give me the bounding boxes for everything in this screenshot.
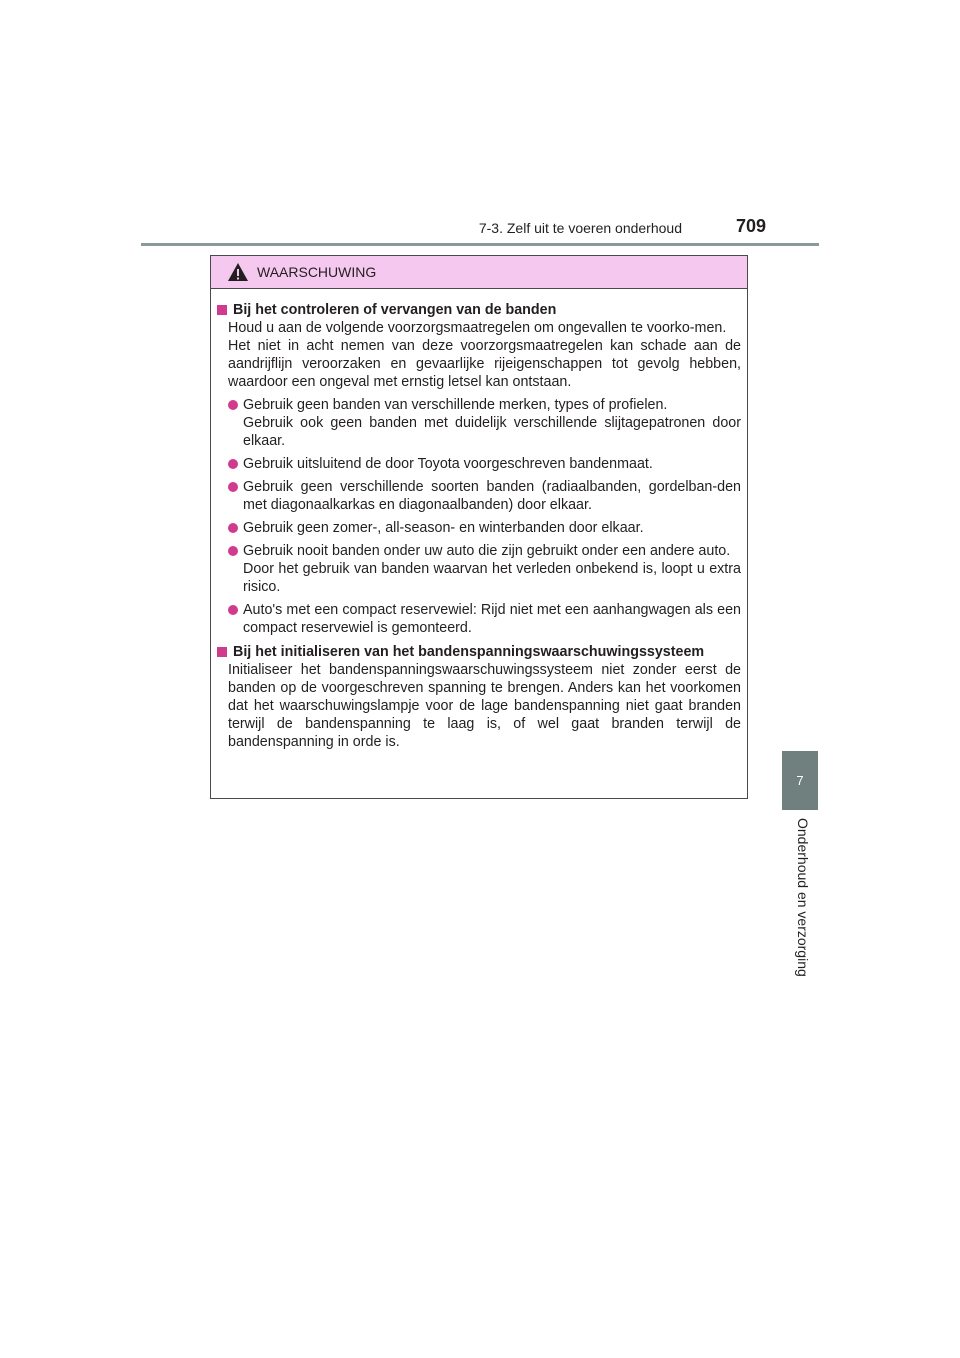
warning-section xyxy=(217,301,741,637)
chapter-tab: 7 xyxy=(782,751,818,810)
square-bullet-icon xyxy=(217,305,227,315)
section-intro: Houd u aan de volgende voorzorgsmaatregelen om ongevallen te voorko-men. xyxy=(228,320,727,336)
section-title: Bij het initialiseren van het bandenspanningswaarschuwingssysteem xyxy=(217,643,741,661)
warning-triangle-icon xyxy=(227,262,249,282)
circle-bullet-icon xyxy=(228,482,238,492)
warning-box xyxy=(210,255,748,799)
circle-bullet-icon xyxy=(228,523,238,533)
section-intro: Initialiseer het bandenspanningswaarschuwingssysteem niet zonder eerst de banden op de voorgeschreven spanning te brengen. Anders kan het voorkomen dat het waarschuwingslampje voor de lage bandenspanning niet gaat branden terwijl de bandenspanning te laag is, of wel gaat branden terwijl de bandenspanning in orde is. xyxy=(228,662,741,750)
chapter-label: Onderhoud en verzorging xyxy=(795,818,811,977)
circle-bullet-icon xyxy=(228,605,238,615)
warning-body xyxy=(211,289,747,751)
bullet-item: Gebruik geen verschillende soorten banden (radiaalbanden, gordelban-den met diagonaalkarkas en diagonaalbanden) door elkaar. xyxy=(228,478,741,514)
bullet-item: Gebruik geen banden van verschillende merken, types of profielen. Gebruik ook geen banden met duidelijk verschillende slijtagepatronen door elkaar. xyxy=(228,396,741,450)
square-bullet-icon xyxy=(217,647,227,657)
circle-bullet-icon xyxy=(228,459,238,469)
circle-bullet-icon xyxy=(228,400,238,410)
section-intro-2: Het niet in acht nemen van deze voorzorgsmaatregelen kan schade aan de aandrijflijn veroorzaken en gevaarlijke rijeigenschappen tot gevolg hebben, waardoor een ongeval met ernstig letsel kan ontstaan. xyxy=(228,338,741,390)
bullet-item: Auto's met een compact reservewiel: Rijd niet met een aanhangwagen als een compact reservewiel is gemonteerd. xyxy=(228,601,741,637)
warning-section xyxy=(217,643,741,751)
section-title: Bij het controleren of vervangen van de banden xyxy=(217,301,741,319)
running-header-section: 7-3. Zelf uit te voeren onderhoud xyxy=(478,220,682,236)
page-number: 709 xyxy=(736,216,767,236)
bullet-item: Gebruik nooit banden onder uw auto die zijn gebruikt onder een andere auto. Door het gebruik van banden waarvan het verleden onbekend is, loopt u extra risico. xyxy=(228,542,741,596)
bullet-item: Gebruik uitsluitend de door Toyota voorgeschreven bandenmaat. xyxy=(228,455,741,473)
warning-header xyxy=(211,256,747,289)
header-rule xyxy=(141,243,819,246)
warning-title: WAARSCHUWING xyxy=(257,264,377,280)
bullet-item: Gebruik geen zomer-, all-season- en winterbanden door elkaar. xyxy=(228,519,741,537)
circle-bullet-icon xyxy=(228,546,238,556)
